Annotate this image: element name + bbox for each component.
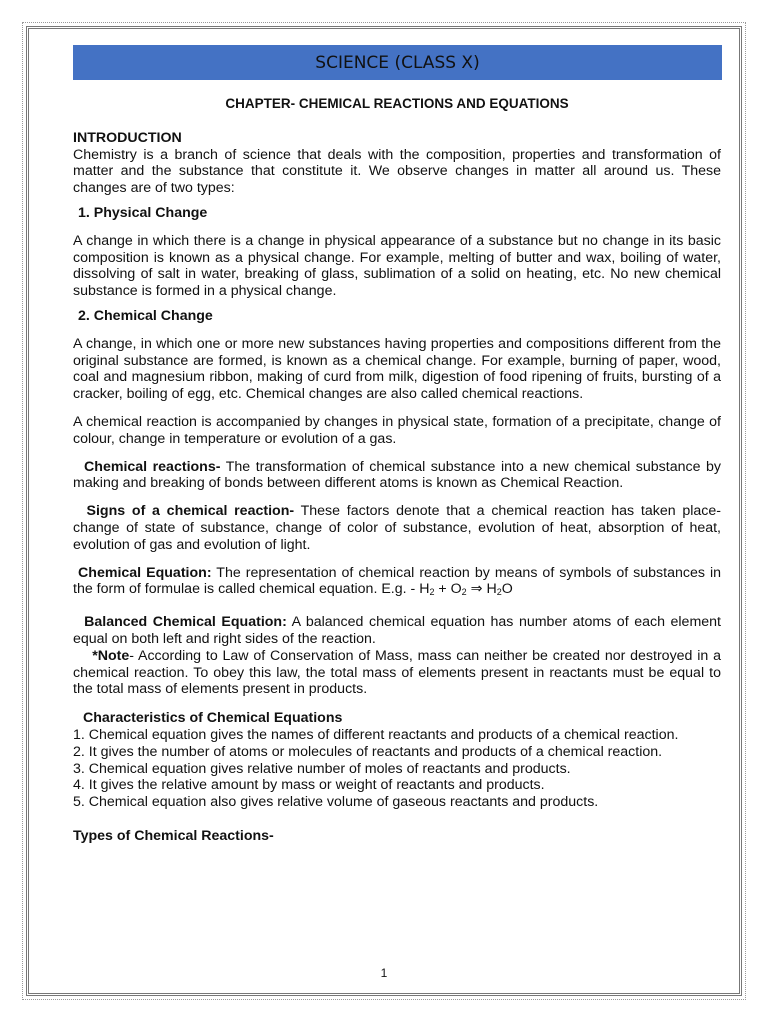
document-body	[73, 96, 721, 845]
chapter-title: CHAPTER- CHEMICAL REACTIONS AND EQUATIONS	[225, 96, 569, 111]
signs-text: These factors denote that a chemical reaction has taken place- change of state of substance, change of color of substance, evolution of heat, absorption of heat, evolution of gas and evolution of light.	[73, 503, 722, 553]
list-item: 2. It gives the number of atoms or molecules of reactants and products of a chemical reaction.	[73, 743, 663, 760]
chemical-equation-definition	[73, 565, 721, 599]
intro-paragraph: Chemistry is a branch of science that deals with the composition, properties and transformation of matter and the substance that constitute it. We observe changes in matter all around us. These changes are of two types:	[73, 146, 721, 197]
equation-example: $H_2 + O_2$ ⇒ $H_2O$	[419, 581, 513, 598]
list-item: 3. Chemical equation gives relative number of moles of reactants and products.	[73, 760, 571, 777]
header-bar	[73, 45, 722, 80]
chemical-reaction-paragraph: A chemical reaction is accompanied by changes in physical state, formation of a precipitate, change of colour, change in temperature or evolution of a gas.	[73, 413, 721, 447]
page-number: 1	[380, 966, 388, 980]
characteristics-heading: Characteristics of Chemical Equations	[83, 710, 343, 727]
chemical-change-heading: 2. Chemical Change	[78, 307, 213, 324]
note-paragraph	[73, 648, 721, 698]
chemical-change-paragraph: A change, in which one or more new substances having properties and compositions different from the original substance are formed, is known as a chemical change. For example, burning of paper, wood, coal and magnesium ribbon, making of curd from milk, digestion of food ripening of fruits, bursting of a cracker, boiling of egg, etc. Chemical changes are also called chemical reactions.	[73, 335, 721, 403]
characteristics-list	[73, 727, 721, 811]
physical-change-paragraph: A change in which there is a change in physical appearance of a substance but no change in its basic composition is known as a physical change. For example, melting of butter and wax, boiling of water, dissolving of salt in water, breaking of glass, sublimation of a solid on heating, etc. No new chemical substance is formed in a physical change.	[73, 232, 721, 300]
chemical-reactions-term: Chemical reactions-	[84, 458, 221, 475]
chemical-reactions-definition	[73, 459, 721, 493]
physical-change-heading: 1. Physical Change	[78, 204, 208, 221]
balanced-equation-term: Balanced Chemical Equation:	[84, 614, 287, 631]
signs-definition	[73, 503, 721, 553]
list-item: 1. Chemical equation gives the names of different reactants and products of a chemical reaction.	[73, 726, 679, 743]
chemical-equation-term: Chemical Equation:	[78, 564, 212, 581]
header-title: SCIENCE (CLASS X)	[315, 52, 480, 73]
note-text: - According to Law of Conservation of Mass, mass can neither be created nor destroyed in a chemical reaction. To obey this law, the total mass of elements present in reactants must be equal to the total mass of elements present in products.	[73, 647, 721, 698]
list-item: 5. Chemical equation also gives relative volume of gaseous reactants and products.	[73, 794, 599, 811]
chemical-reactions-text: The transformation of chemical substance into a new chemical substance by making and breaking of bonds between different atoms is known as Chemical Reaction.	[73, 458, 721, 492]
types-heading: Types of Chemical Reactions-	[73, 827, 274, 844]
intro-heading: INTRODUCTION	[73, 129, 182, 146]
balanced-equation-definition	[73, 614, 721, 648]
note-term: *Note	[92, 647, 130, 664]
balanced-equation-text: A balanced chemical equation has number atoms of each element equal on both left and right sides of the reaction.	[73, 614, 721, 647]
chemical-equation-text: The representation of chemical reaction by means of symbols of substances in the form of formulae is called chemical equation. E.g. -	[73, 564, 721, 598]
signs-term: Signs of a chemical reaction-	[86, 503, 295, 520]
list-item: 4. It gives the relative amount by mass or weight of reactants and products.	[73, 777, 545, 794]
